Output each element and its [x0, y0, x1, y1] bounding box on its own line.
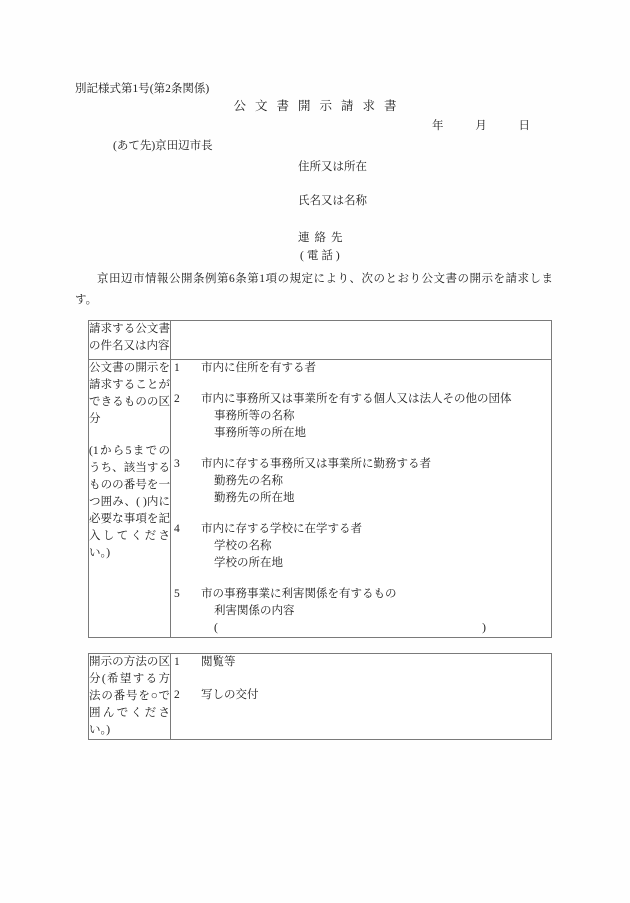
category-item-2-sub-1: 事務所等の名称 [214, 410, 295, 422]
applicant-contact-label: 連絡先 [298, 232, 348, 244]
table-row-subject [89, 321, 552, 360]
category-items-cell [171, 360, 552, 638]
category-item-2-sub-2: 事務所等の所在地 [214, 427, 306, 439]
category-item-2-number: 2 [174, 393, 180, 405]
applicant-name-label: 氏名又は名称 [298, 195, 367, 207]
category-label-primary: 公文書の開示を請求することができるものの区分 [89, 362, 170, 425]
category-item-2-text: 市内に事務所又は事業所を有する個人又は法人その他の団体 [201, 393, 512, 405]
category-item-5-sub-1: 利害関係の内容 [214, 605, 295, 617]
method-item-2-text: 写しの交付 [201, 689, 259, 701]
applicant-telephone-label: (電話) [300, 250, 343, 262]
category-item-4-text: 市内に存する学校に在学する者 [201, 523, 362, 535]
category-item-1-number: 1 [174, 362, 180, 374]
month-label: 月 [475, 120, 487, 132]
paren-open: ( [214, 622, 218, 634]
subject-label: 請求する公文書の件名又は内容 [89, 323, 170, 352]
category-item-4-sub-2: 学校の所在地 [214, 557, 283, 569]
category-item-5[interactable] [171, 586, 551, 637]
category-item-1-text: 市内に住所を有する者 [201, 362, 316, 374]
category-item-1[interactable] [171, 360, 551, 377]
category-item-3-sub-1: 勤務先の名称 [214, 475, 283, 487]
method-item-1-text: 閲覧等 [201, 656, 236, 668]
year-label: 年 [432, 120, 444, 132]
method-label-cell [89, 654, 171, 740]
category-label-cell [89, 360, 171, 638]
category-item-5-number: 5 [174, 588, 180, 600]
category-item-4[interactable] [171, 521, 551, 572]
subject-label-cell [89, 321, 171, 360]
date-line [432, 117, 530, 133]
page-title: 公文書開示請求書 [233, 99, 406, 113]
category-item-5-paren-field[interactable] [201, 620, 486, 637]
category-item-3-sub-2: 勤務先の所在地 [214, 492, 295, 504]
category-item-3-text: 市内に存する事務所又は事業所に勤務する者 [201, 458, 431, 470]
method-item-2[interactable] [171, 687, 551, 704]
form-number: 別記様式第1号(第2条関係) [75, 83, 210, 95]
request-table [88, 320, 552, 638]
method-item-2-number: 2 [174, 689, 180, 701]
addressee-line: (あて先)京田辺市長 [113, 140, 213, 152]
category-item-3-number: 3 [174, 458, 180, 470]
method-label: 開示の方法の区分(希望する方法の番号を○で囲んでください。) [89, 656, 170, 736]
method-table [88, 653, 552, 740]
method-item-1-number: 1 [174, 656, 180, 668]
request-statement: 京田辺市情報公開条例第6条第1項の規定により、次のとおり公文書の開示を請求します。 [75, 273, 553, 306]
category-item-5-text: 市の事務事業に利害関係を有するもの [201, 588, 397, 600]
table-row-method [89, 654, 552, 740]
applicant-address-label: 住所又は所在 [298, 161, 367, 173]
category-item-4-number: 4 [174, 523, 180, 535]
category-item-4-sub-1: 学校の名称 [214, 540, 272, 552]
method-items-cell [171, 654, 552, 740]
category-item-2[interactable] [171, 391, 551, 442]
table-row-category [89, 360, 552, 638]
method-item-1[interactable] [171, 654, 551, 671]
subject-value-cell[interactable] [171, 321, 552, 360]
category-label-note: (1から5までのうち、該当するものの番号を一つ囲み、( )内に必要な事項を記入してください。) [89, 445, 170, 559]
day-label: 日 [518, 120, 530, 132]
paren-close: ) [482, 622, 486, 634]
category-item-3[interactable] [171, 456, 551, 507]
